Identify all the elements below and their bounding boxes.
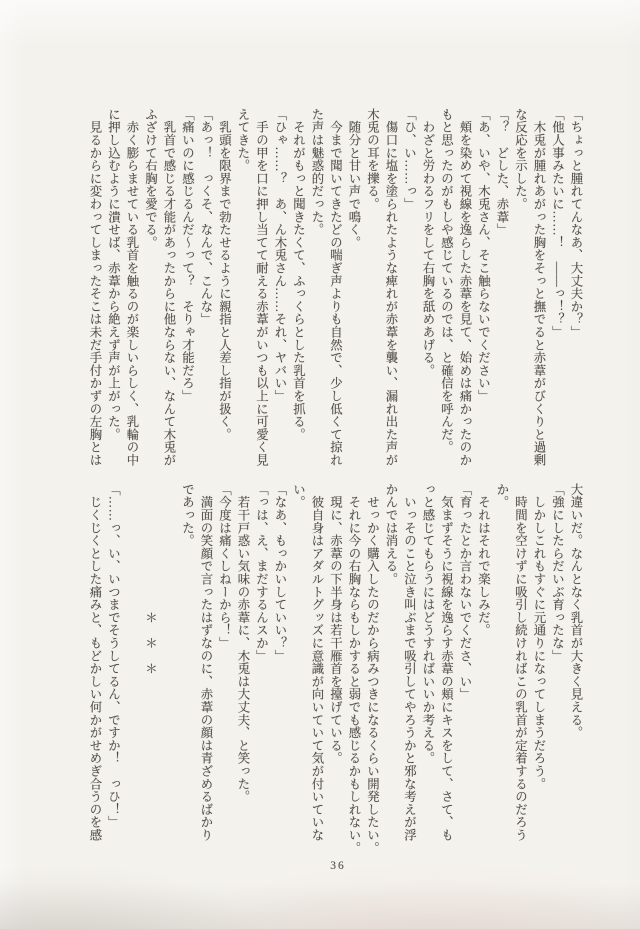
text-line: 今まで聞いてきたどの喘ぎ声よりも自然で、少し低くて掠れ	[328, 108, 343, 467]
text-line	[123, 483, 142, 858]
text-line: 傷口に塩を塗られたような痺れが赤葦を襲い、漏れ出た声が	[384, 108, 398, 467]
text-line: 「あ、いや、木兎さん、そこ触らないでください」	[476, 108, 491, 403]
text-line: 乳頭を限界まで勃たせるように親指と人差し指が扱く。	[217, 108, 232, 441]
text-line: 木兎の耳を擽る。	[365, 108, 380, 211]
text-line: しかしこれもすぐに元通りになってしまうだろう。	[532, 483, 546, 791]
text-line: それはそれで楽しみだ。	[476, 483, 491, 637]
text-line: な反応を示した。	[513, 108, 528, 211]
text-line: 「なあ、もっかいしていい？」	[273, 483, 287, 663]
text-line: 「強にしたらだいぶ育ったな」	[550, 483, 565, 663]
text-line: それに今の右胸ならもしかすると弱でも感じるかもしれない。	[347, 483, 361, 855]
text-line: ふざけて右胸を愛でる。	[143, 108, 158, 249]
text-line: 「……っ、い、いつまでそうしてるん、ですか！ っひ！」	[106, 483, 121, 829]
text-line: 木兎が腫れあがった胸をそっと撫でると赤葦がびくりと過剰	[532, 108, 546, 467]
text-line: せっかく購入したのだから病みつきになるくらい開発したい。	[365, 483, 380, 855]
text-line: 若干戸惑い気味の赤葦に、木兎は大丈夫、と笑った。	[236, 483, 250, 803]
text-line: いっそのこと泣き叫ぶまで吸引してやろうかと邪な考えが浮	[402, 483, 417, 842]
text-line: 手の甲を口に押し当てて耐える赤葦がいつも以上に可愛く見	[254, 108, 269, 467]
text-line: であった。	[180, 483, 195, 547]
text-line: 「ひ、い……っ」	[402, 108, 417, 211]
text-line: 見るからに変わってしまったそこは未だ手付かずの左胸とは	[88, 108, 102, 467]
text-line: それがもっと聞きたくて、ふっくらとした乳首を抓る。	[291, 108, 306, 441]
text-line: 「ちょっと腫れてんなあ、大丈夫か？」	[569, 108, 583, 339]
text-line: わざと労わるフリをして右胸を舐めあげる。	[421, 108, 435, 377]
text-line: っと感じてもらうにはどうすればいいか考える。	[421, 483, 435, 765]
text-line: 随分と甘い声で鳴く。	[347, 108, 361, 249]
text-block-lower	[80, 483, 585, 858]
text-line: 時間を空けずに吸引し続ければこの乳首が定着するのだろう	[513, 483, 528, 842]
text-line: 満面の笑顔で言ったはずなのに、赤葦の顔は青ざめるばかり	[199, 483, 213, 842]
text-line: 彼自身はアダルトグッズに意識が向いていて気が付いていな	[310, 483, 324, 842]
text-line: 「っは、え、まだするんスか」	[254, 483, 269, 663]
text-line: た声は魅惑的だった。	[310, 108, 324, 236]
text-line: 「育ったとか言わないでくださ、い」	[458, 483, 472, 701]
page-number: 36	[330, 860, 346, 872]
text-line: 「あっ！ っくそ、なんで、こんな」	[199, 108, 213, 326]
text-block-upper	[80, 108, 585, 470]
text-line: 現に、赤葦の下半身は若干雁首を擡げている。	[328, 483, 343, 765]
text-line: に押し込むように潰せば、赤葦から絶えず声が上がった。	[106, 108, 121, 441]
text-line: 頬を染めて視線を逸らした赤葦を見て、始めは痛かったのか	[458, 108, 472, 467]
text-line: い。	[291, 483, 306, 509]
text-line: 気まずそうに視線を逸らす赤葦の頬にキスをして、さて、も	[439, 483, 454, 842]
text-line: 「今度は痛くしねーから！」	[217, 483, 232, 650]
text-line: えてきた。	[236, 108, 250, 172]
text-line: 「ひゃ……？ あ、ん木兎さん……それ、ヤバい」	[273, 108, 287, 403]
text-line: 大違いだ。なんとなく乳首が大きく見える。	[569, 483, 583, 739]
text-line: もと思ったのがもしや感じているのでは、と確信を呼んだ。	[439, 108, 454, 454]
text-line	[160, 483, 179, 858]
text-line: 「他人事みたいに……！ ――っ！？」	[550, 108, 565, 339]
text-line: 「？ どした、赤葦」	[495, 108, 509, 236]
text-line: じくじくとした痛みと、もどかしい何かがせめぎ合うのを感	[88, 483, 102, 842]
text-line: 乳首で感じる才能があったからに他ならない、なんて木兎が	[162, 108, 176, 467]
text-line: 「痛いのに感じるんだ～って？ そりゃ才能だろ」	[180, 108, 195, 403]
text-line: 赤く膨らませている乳首を触るのが楽しいらしく、乳輪の中	[125, 108, 139, 467]
text-line: かんでは消える。	[384, 483, 398, 586]
text-line: ＊ ＊ ＊	[143, 483, 158, 675]
text-line: か。	[495, 483, 509, 509]
